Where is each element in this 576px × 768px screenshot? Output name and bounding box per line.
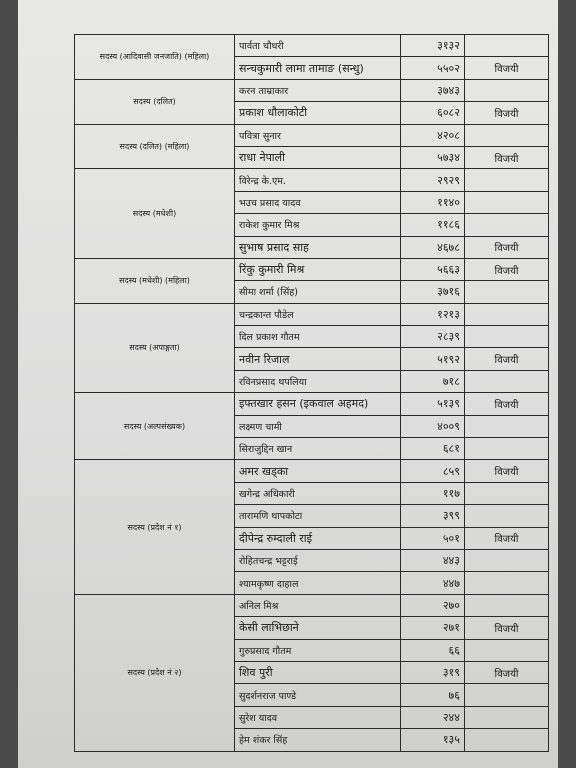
vote-count-cell: ७१८ (401, 370, 465, 392)
winner-status-cell (465, 415, 549, 437)
winner-status-cell: विजयी (465, 393, 549, 415)
winner-status-cell (465, 639, 549, 661)
candidate-name-cell: नवीन रिजाल (235, 348, 401, 370)
vote-count-cell: २४४ (401, 706, 465, 728)
post-category-cell: सदस्य (प्रदेश नं १) (75, 460, 235, 594)
winner-status-cell (465, 549, 549, 571)
winner-status-cell (465, 35, 549, 57)
table-row (75, 303, 549, 325)
election-results-table (74, 34, 549, 752)
winner-status-cell (465, 729, 549, 751)
winner-status-cell (465, 214, 549, 236)
post-category-cell: सदस्य (मधेशी) (75, 169, 235, 259)
table-row (75, 124, 549, 146)
vote-count-cell: ५०१ (401, 527, 465, 549)
winner-status-cell (465, 281, 549, 303)
vote-count-cell: २७० (401, 594, 465, 616)
vote-count-cell: ११७ (401, 482, 465, 504)
candidate-name-cell: राधा नेपाली (235, 146, 401, 168)
post-category-cell: सदस्य (अपाङ्गता) (75, 303, 235, 393)
vote-count-cell: ५१९२ (401, 348, 465, 370)
vote-count-cell: ५७३४ (401, 146, 465, 168)
table-row (75, 393, 549, 415)
vote-count-cell: ८५९ (401, 460, 465, 482)
table-row (75, 169, 549, 191)
winner-status-cell (465, 169, 549, 191)
winner-status-cell: विजयी (465, 460, 549, 482)
winner-status-cell (465, 370, 549, 392)
post-category-cell: सदस्य (दलित) (75, 79, 235, 124)
winner-status-cell (465, 482, 549, 504)
vote-count-cell: ३१३२ (401, 35, 465, 57)
vote-count-cell: ४२०८ (401, 124, 465, 146)
winner-status-cell: विजयी (465, 661, 549, 683)
winner-status-cell: विजयी (465, 527, 549, 549)
candidate-name-cell: सन्चकुमारी लामा तामाङ (सन्धु) (235, 57, 401, 79)
candidate-name-cell: भउच प्रसाद यादव (235, 191, 401, 213)
vote-count-cell: ३१९ (401, 661, 465, 683)
vote-count-cell: २७१ (401, 617, 465, 639)
candidate-name-cell: केसी लाभिछाने (235, 617, 401, 639)
candidate-name-cell: श्यामकृष्ण दाहाल (235, 572, 401, 594)
winner-status-cell (465, 594, 549, 616)
vote-count-cell: ११८६ (401, 214, 465, 236)
candidate-name-cell: हेम शंकर सिंह (235, 729, 401, 751)
candidate-name-cell: दिल प्रकाश गौतम (235, 326, 401, 348)
table-row (75, 79, 549, 101)
candidate-name-cell: रोहितचन्द्र भट्टराई (235, 549, 401, 571)
vote-count-cell: ५१३९ (401, 393, 465, 415)
vote-count-cell: ६८१ (401, 438, 465, 460)
post-category-cell: सदस्य (अल्पसंख्यक) (75, 393, 235, 460)
table-row (75, 35, 549, 57)
candidate-name-cell: रिंकु कुमारी मिश्र (235, 258, 401, 280)
winner-status-cell: विजयी (465, 146, 549, 168)
winner-status-cell (465, 684, 549, 706)
winner-status-cell (465, 438, 549, 460)
vote-count-cell: ११४० (401, 191, 465, 213)
candidate-name-cell: इफ्तखार हसन (इकवाल अहमद) (235, 393, 401, 415)
candidate-name-cell: पवित्रा सुनार (235, 124, 401, 146)
winner-status-cell (465, 572, 549, 594)
vote-count-cell: १२१३ (401, 303, 465, 325)
vote-count-cell: ५६६३ (401, 258, 465, 280)
vote-count-cell: ४००९ (401, 415, 465, 437)
candidate-name-cell: प्रकाश धौलाकोटी (235, 102, 401, 124)
winner-status-cell: विजयी (465, 617, 549, 639)
candidate-name-cell: सुभाष प्रसाद साह (235, 236, 401, 258)
vote-count-cell: ५५०२ (401, 57, 465, 79)
candidate-name-cell: दीपेन्द्र रुम्दाली राई (235, 527, 401, 549)
candidate-name-cell: सीमा शर्मा (सिंह) (235, 281, 401, 303)
candidate-name-cell: गुरुप्रसाद गौतम (235, 639, 401, 661)
table-row (75, 594, 549, 616)
winner-status-cell: विजयी (465, 102, 549, 124)
winner-status-cell (465, 303, 549, 325)
winner-status-cell: विजयी (465, 348, 549, 370)
winner-status-cell (465, 79, 549, 101)
vote-count-cell: २८३९ (401, 326, 465, 348)
post-category-cell: सदस्य (मधेशी) (महिला) (75, 258, 235, 303)
candidate-name-cell: अमर खड्का (235, 460, 401, 482)
candidate-name-cell: चन्द्रकान्त पौडेल (235, 303, 401, 325)
candidate-name-cell: रविनप्रसाद थपलिया (235, 370, 401, 392)
vote-count-cell: ७६ (401, 684, 465, 706)
vote-count-cell: ३९९ (401, 505, 465, 527)
vote-count-cell: १३५ (401, 729, 465, 751)
candidate-name-cell: लक्ष्मण चामी (235, 415, 401, 437)
winner-status-cell: विजयी (465, 236, 549, 258)
candidate-name-cell: विरेन्द्र के.एम. (235, 169, 401, 191)
candidate-name-cell: शिव पुरी (235, 661, 401, 683)
table-row (75, 460, 549, 482)
vote-count-cell: ६६ (401, 639, 465, 661)
vote-count-cell: २९२९ (401, 169, 465, 191)
winner-status-cell: विजयी (465, 258, 549, 280)
vote-count-cell: ४४३ (401, 549, 465, 571)
winner-status-cell (465, 191, 549, 213)
candidate-name-cell: खगेन्द्र अधिकारी (235, 482, 401, 504)
candidate-name-cell: तारामणि थापकोटा (235, 505, 401, 527)
candidate-name-cell: अनिल मिश्र (235, 594, 401, 616)
winner-status-cell (465, 505, 549, 527)
winner-status-cell (465, 326, 549, 348)
candidate-name-cell: राकेश कुमार मिश्र (235, 214, 401, 236)
winner-status-cell (465, 706, 549, 728)
post-category-cell: सदस्य (दलित) (महिला) (75, 124, 235, 169)
vote-count-cell: ३७१६ (401, 281, 465, 303)
vote-count-cell: ४६७८ (401, 236, 465, 258)
paper-sheet (18, 0, 558, 768)
candidate-name-cell: सुदर्शनराज पाण्डे (235, 684, 401, 706)
winner-status-cell: विजयी (465, 57, 549, 79)
post-category-cell: सदस्य (आदिवासी जनजाति) (महिला) (75, 35, 235, 80)
vote-count-cell: ३७४३ (401, 79, 465, 101)
candidate-name-cell: सुरेश यादव (235, 706, 401, 728)
candidate-name-cell: पार्वता चौधरी (235, 35, 401, 57)
winner-status-cell (465, 124, 549, 146)
candidate-name-cell: करन ताम्राकार (235, 79, 401, 101)
post-category-cell: सदस्य (प्रदेश नं २) (75, 594, 235, 751)
vote-count-cell: ४४७ (401, 572, 465, 594)
candidate-name-cell: सिराजुद्दिन खान (235, 438, 401, 460)
table-row (75, 258, 549, 280)
vote-count-cell: ६०८२ (401, 102, 465, 124)
